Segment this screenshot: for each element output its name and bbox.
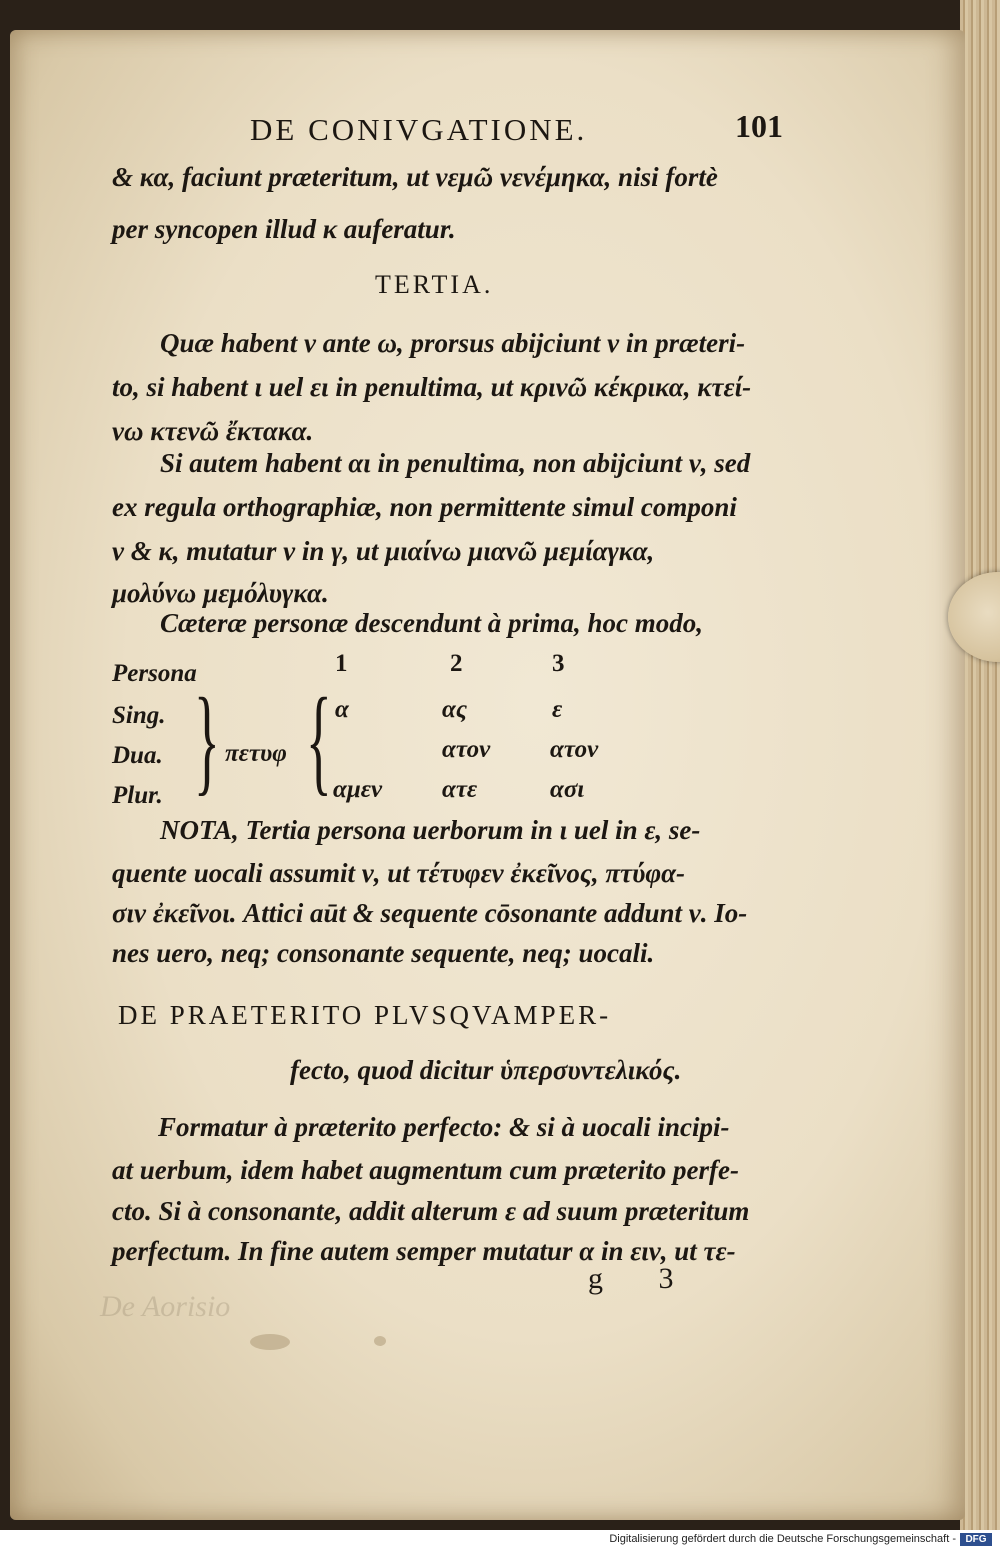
text-line: & κα, faciunt præteritum, ut νεμῶ νενέμηκα, nisi fortè: [112, 162, 718, 192]
table-cell: ε: [552, 696, 563, 723]
paper-stain: [250, 1334, 290, 1350]
section-subheading: fecto, quod dicitur ὑπερσυντελικός.: [290, 1055, 682, 1085]
text-line: perfectum. In fine autem semper mutatur α in ειν, ut τε-: [112, 1236, 736, 1266]
brace-left: }: [193, 673, 220, 806]
text-line: per syncopen illud κ auferatur.: [112, 214, 456, 244]
section-heading: TERTIA.: [375, 270, 494, 299]
page-number: 101: [735, 108, 783, 144]
text-line: νω κτενῶ ἔκτακα.: [112, 416, 314, 446]
text-line: σιν ἐκεῖνοι. Attici aūt & sequente cōsonante addunt ν. Io-: [112, 898, 748, 928]
text-line: to, si habent ι uel ει in penultima, ut κρινῶ κέκρικα, κτεί-: [112, 372, 752, 402]
text-line: NOTA, Tertia persona uerborum in ι uel in ε, se-: [160, 815, 701, 845]
table-cell: ατε: [442, 776, 478, 803]
row-label: Plur.: [112, 782, 163, 809]
table-label: Persona: [112, 660, 197, 687]
text-line: quente uocali assumit ν, ut τέτυφεν ἐκεῖνος, πτύφα-: [112, 858, 686, 888]
column-header: 1: [335, 650, 348, 677]
row-label: Sing.: [112, 702, 166, 729]
running-title: DE CONIVGATIONE.: [250, 112, 588, 147]
table-cell: ας: [442, 696, 467, 723]
table-cell: ασι: [550, 776, 585, 803]
book-fore-edge: [960, 0, 1000, 1530]
text-line: Si autem habent αι in penultima, non abijciunt ν, sed: [160, 448, 751, 478]
text-line: Quæ habent ν ante ω, prorsus abijciunt ν in præteri-: [160, 328, 746, 358]
paper-stain: [374, 1336, 386, 1346]
table-cell: ατον: [442, 736, 491, 763]
table-cell: αμεν: [333, 776, 383, 803]
text-line: Formatur à præterito perfecto: & si à uocali incipi-: [158, 1112, 730, 1142]
footer-bar: [0, 1530, 1000, 1550]
section-heading: DE PRAETERITO PLVSQVAMPER-: [118, 1000, 612, 1030]
brace-right: {: [305, 673, 332, 806]
column-header: 3: [552, 650, 565, 677]
text-line: Cæteræ personæ descendunt à prima, hoc modo,: [160, 608, 704, 638]
text-line: ex regula orthographiæ, non permittente simul componi: [112, 492, 737, 522]
verb-stem: πετυφ: [225, 740, 287, 767]
text-line: cto. Si à consonante, addit alterum ε ad suum præteritum: [112, 1196, 750, 1226]
bleed-through-text: De Aorisio: [100, 1290, 231, 1323]
text-line: ν & κ, mutatur ν in γ, ut μιαίνω μιανῶ μεμίαγκα,: [112, 536, 655, 566]
row-label: Dua.: [112, 742, 163, 769]
text-line: at uerbum, idem habet augmentum cum præterito perfe-: [112, 1155, 740, 1185]
signature-mark: g 3: [588, 1262, 698, 1295]
funding-credit: Digitalisierung gefördert durch die Deutsche Forschungsgemeinschaft -: [609, 1533, 956, 1545]
table-cell: ατον: [550, 736, 599, 763]
table-cell: α: [335, 696, 349, 723]
text-line: nes uero, neq; consonante sequente, neq; uocali.: [112, 938, 655, 968]
text-line: μολύνω μεμόλυγκα.: [112, 578, 329, 608]
column-header: 2: [450, 650, 463, 677]
dfg-logo: DFG: [960, 1533, 992, 1546]
